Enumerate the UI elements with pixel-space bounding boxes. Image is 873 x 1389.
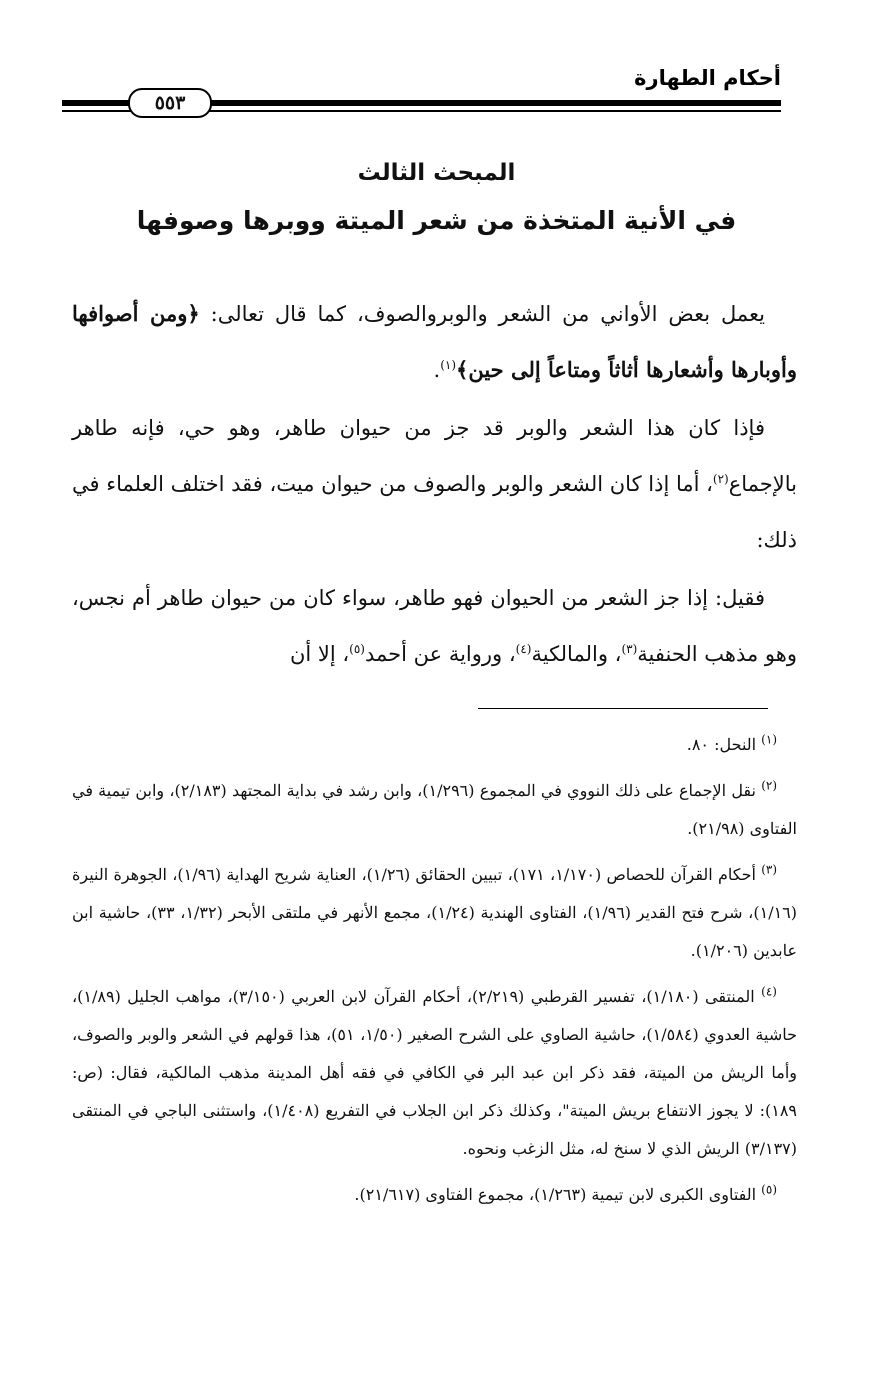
footnote-mark: (٤): [761, 984, 777, 999]
footnote-ref: (١): [440, 358, 457, 372]
quran-quote: ﴿ومن أصوافها وأوبارها وأشعارها أثاثاً ومتاعاً إلى حين﴾: [72, 301, 797, 382]
footnote-mark: (١): [761, 732, 777, 747]
page-number: ٥٥٣: [128, 88, 212, 118]
section-title: في الأنية المتخذة من شعر الميتة ووبرها وصوفها: [136, 206, 737, 235]
paragraph: [72, 570, 797, 682]
footnote-mark: (٥): [761, 1182, 777, 1197]
footnote-ref: (٥): [349, 642, 365, 656]
footnote-ref: (٢): [712, 472, 729, 486]
footnote: [72, 772, 797, 848]
footnote-ref: (٤): [515, 642, 532, 656]
footnotes: [72, 726, 797, 1222]
text-run: ، ورواية عن أحمد: [364, 642, 516, 666]
running-title: أحكام الطهارة: [634, 66, 781, 90]
footnote-mark: (٢): [761, 778, 778, 793]
footnote-text: نقل الإجماع على ذلك النووي في المجموع (١/٢٩٦)، وابن رشد في بداية المجتهد (٢/١٨٣)، وابن تيمية في الفتاوى (٢١/٩٨).: [72, 781, 797, 838]
text-run: ، إلا أن: [289, 642, 350, 666]
footnote: [72, 1176, 797, 1214]
footnote-text: المنتقى (١/١٨٠)، تفسير القرطبي (٢/٢١٩)، أحكام القرآن لابن العربي (٣/١٥٠)، مواهب الجليل (١/٨٩)، حاشية العدوي (١/٥٨٤)، حاشية الصاوي على الشرح الصغير (١/٥٠، ٥١)، هذا قولهم في الشعر والوبر والصوف، وأما الريش من الميتة، فقد ذكر ابن عبد البر في الكافي في فقه أهل المدينة مذهب المالكية، فقال: (ص: ١٨٩): لا يجوز الانتفاع بريش الميتة"، وكذلك ذكر ابن الجلاب في التفريع (١/٤٠٨)، واستثنى الباجي في المنتقى (٣/١٣٧) الريش الذي لا سنخ له، مثل الزغب ونحوه.: [72, 987, 798, 1158]
footnote-mark: (٣): [761, 862, 778, 877]
footnote-text: أحكام القرآن للحصاص (١/١٧٠، ١٧١)، تبيين الحقائق (١/٢٦)، العناية شريح الهداية (١/٩٦)، الجوهرة النيرة (١/١٦)، شرح فتح القدير (١/٩٦)، الفتاوى الهندية (١/٢٤)، مجمع الأنهر في ملتقى الأبحر (١/٣٢، ٣٣)، حاشية ابن عابدين (١/٢٠٦).: [72, 865, 798, 960]
footnote-ref: (٣): [621, 642, 638, 656]
footnote-separator: [478, 708, 768, 709]
paragraph: [72, 286, 797, 398]
text-run: فإذا كان هذا الشعر والوبر قد جز من حيوان طاهر، وهو حي، فإنه طاهر بالإجماع: [72, 416, 797, 496]
text-run: فقيل: إذا جز الشعر من الحيوان فهو طاهر، سواء كان من حيوان طاهر أم نجس، وهو مذهب الحنفية: [72, 586, 797, 666]
footnote: [72, 856, 797, 970]
paragraph: [72, 400, 797, 568]
text-run: ، والمالكية: [531, 642, 622, 666]
text-run: .: [433, 358, 441, 382]
section-heading: المبحث الثالث: [357, 160, 516, 186]
body-text: [72, 286, 797, 684]
text-run: ، أما إذا كان الشعر والوبر والصوف من حيوان ميت، فقد اختلف العلماء في ذلك:: [72, 472, 797, 552]
footnote-text: النحل: ٨٠.: [686, 735, 762, 754]
footnote: [72, 726, 797, 764]
text-run: يعمل بعض الأواني من الشعر والوبروالصوف، كما قال تعالى:: [199, 302, 765, 326]
footnote-text: الفتاوى الكبرى لابن تيمية (١/٢٦٣)، مجموع الفتاوى (٢١/٦١٧).: [354, 1185, 762, 1204]
footnote: [72, 978, 797, 1168]
